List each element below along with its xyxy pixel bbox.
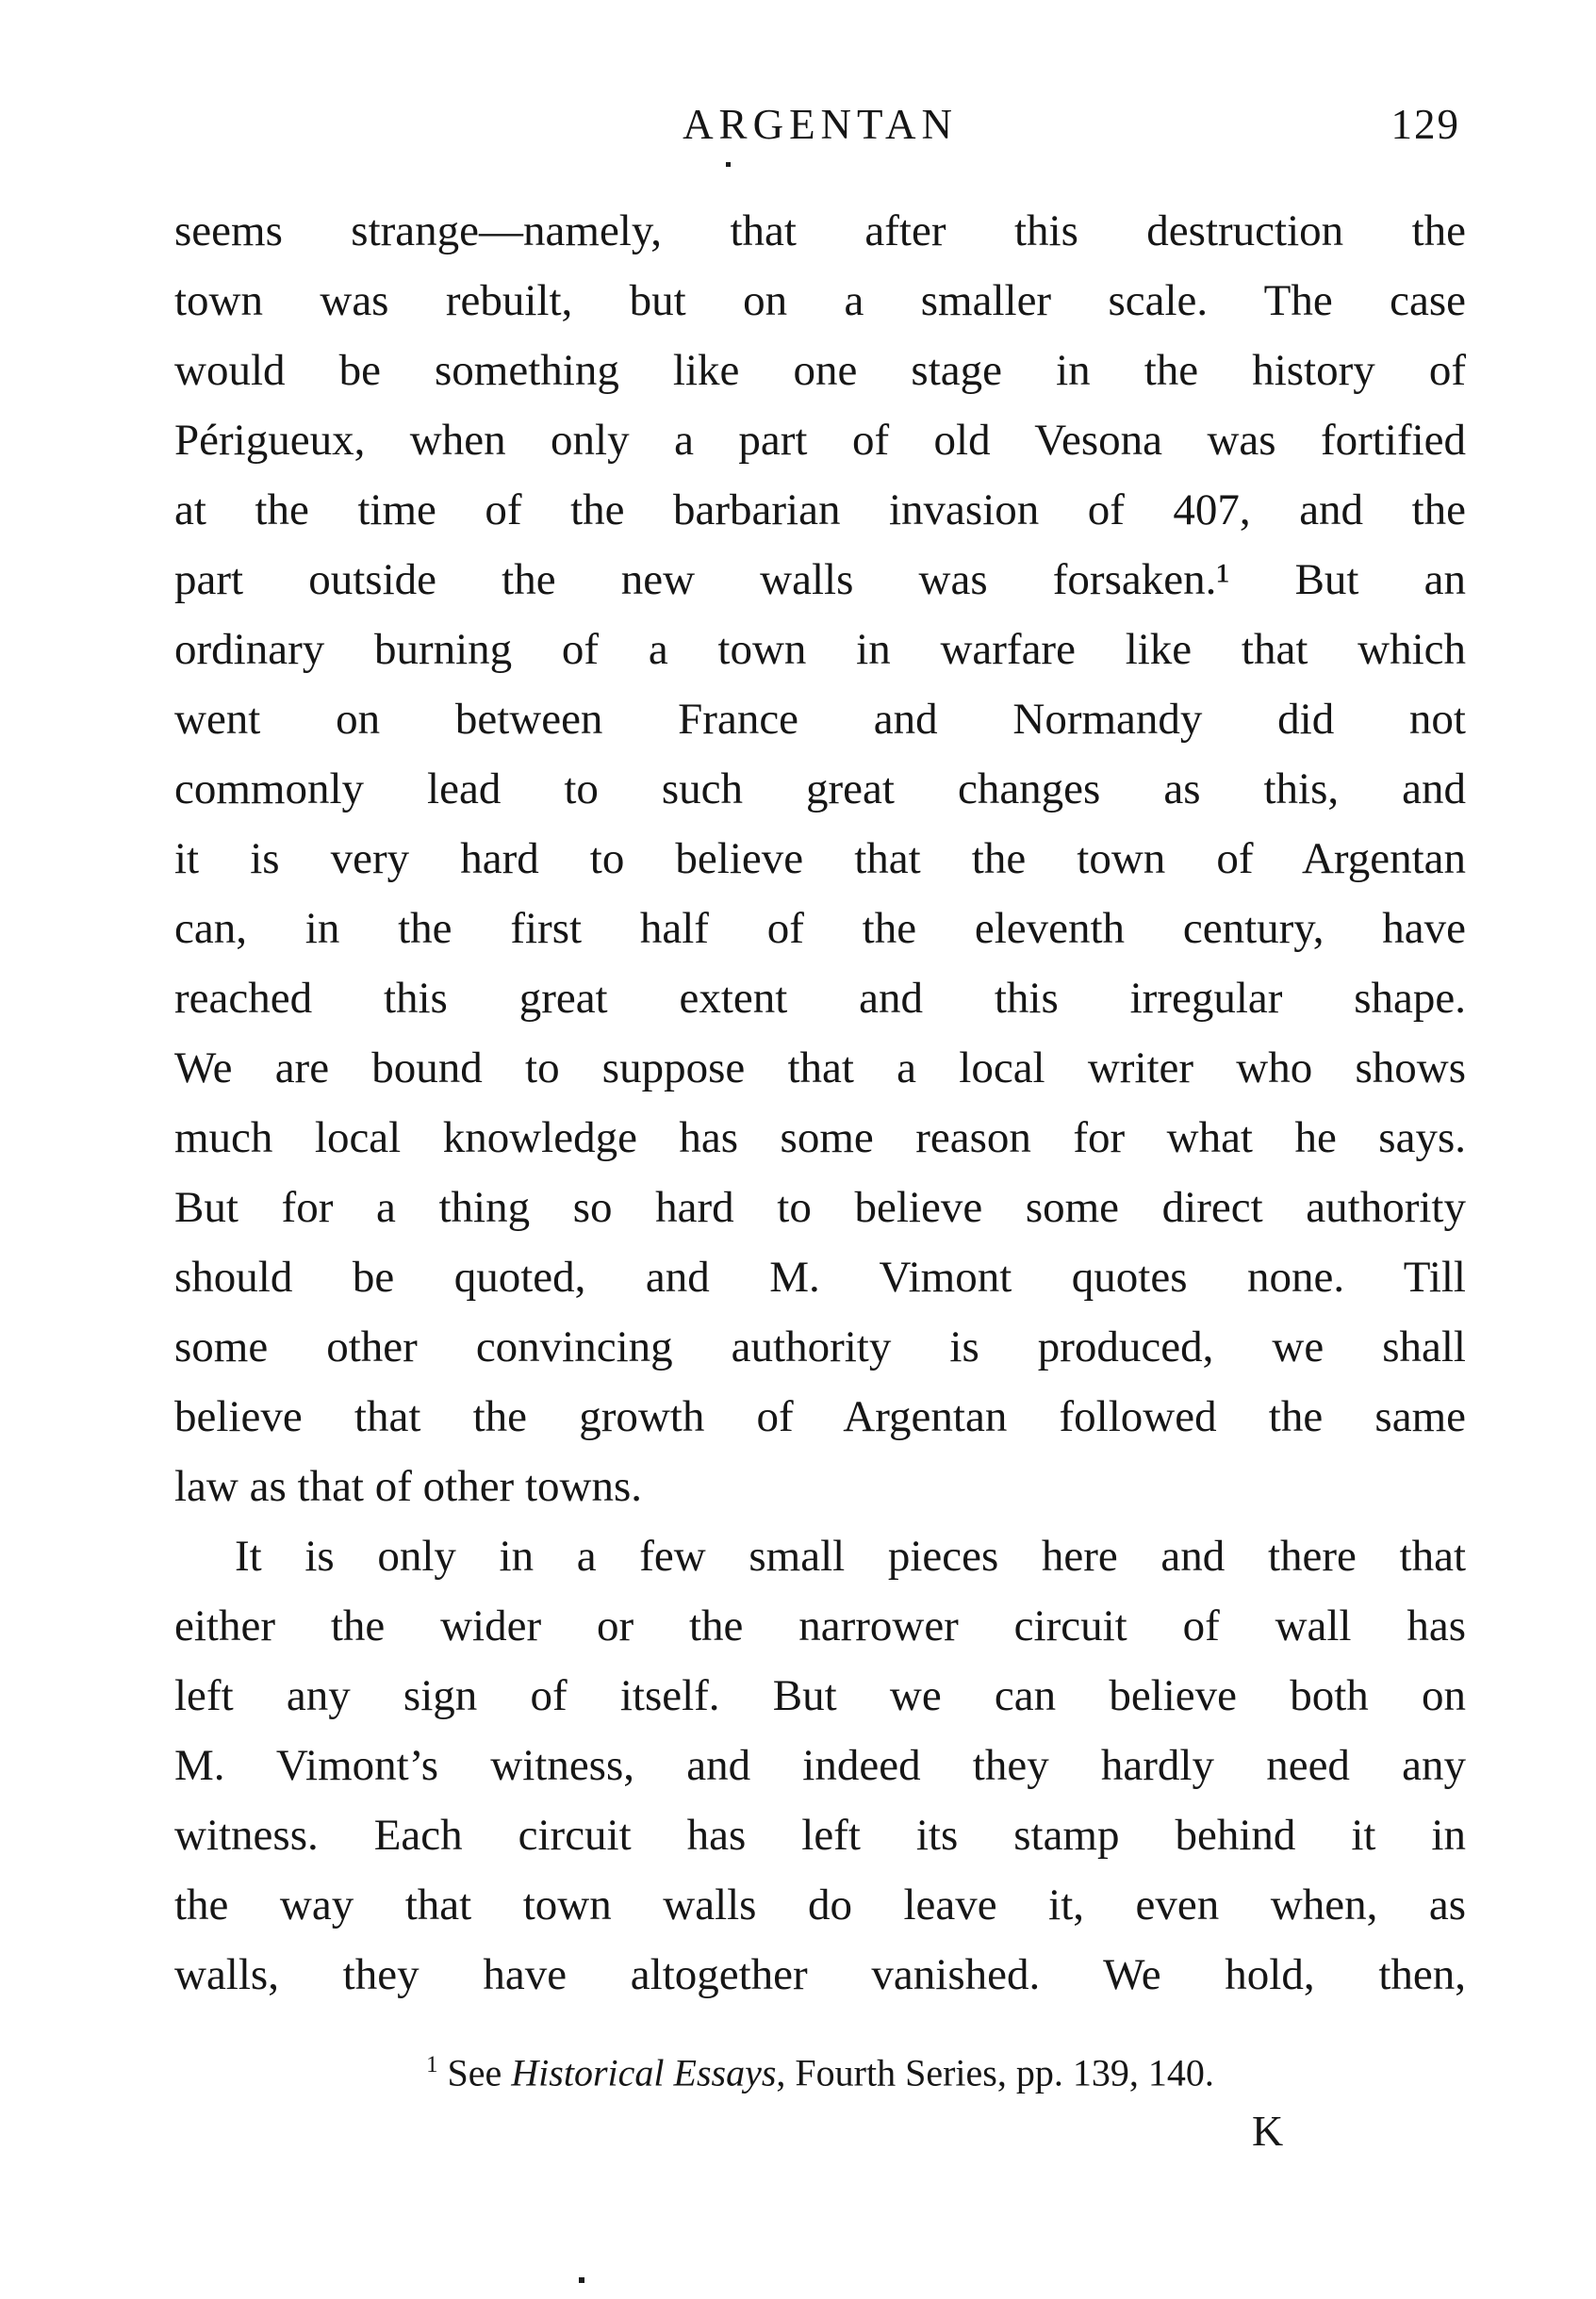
text-line: went on between France and Normandy did not — [174, 695, 1466, 744]
printer-signature-mark: K — [1252, 2107, 1285, 2155]
running-title: ARGENTAN — [683, 101, 958, 148]
text-line: much local knowledge has some reason for what he says. — [174, 1113, 1466, 1162]
text-line: either the wider or the narrower circuit of wall has — [174, 1601, 1466, 1650]
text-line: witness. Each circuit has left its stamp behind it in — [174, 1811, 1466, 1860]
text-line: the way that town walls do leave it, even when, as — [174, 1880, 1466, 1930]
text-line: commonly lead to such great changes as this, and — [174, 764, 1466, 813]
text-line: town was rebuilt, but on a smaller scale. The case — [174, 276, 1466, 325]
text-line: should be quoted, and M. Vimont quotes none. Till — [174, 1253, 1466, 1302]
text-line: at the time of the barbarian invasion of 407, and the — [174, 485, 1466, 534]
scan-speck-top — [726, 162, 731, 167]
text-line: But for a thing so hard to believe some direct authority — [174, 1183, 1466, 1232]
scan-speck-bottom — [579, 2277, 584, 2283]
footnote-text-after: , Fourth Series, pp. 139, 140. — [776, 2051, 1214, 2094]
text-line: It is only in a few small pieces here and there that — [235, 1532, 1466, 1581]
page-number: 129 — [1390, 101, 1460, 148]
page-header — [174, 100, 1466, 156]
text-line: some other convincing authority is produced, we shall — [174, 1322, 1466, 1371]
paragraph-1 — [174, 196, 1466, 1521]
text-line: ordinary burning of a town in warfare like that which — [174, 625, 1466, 674]
text-line: would be something like one stage in the history of — [174, 346, 1466, 395]
footnote-text-before: See — [447, 2051, 512, 2094]
text-line: believe that the growth of Argentan followed the same — [174, 1392, 1466, 1441]
text-line: walls, they have altogether vanished. We hold, then, — [174, 1950, 1466, 1999]
text-line: part outside the new walls was forsaken.¹ But an — [174, 555, 1466, 604]
text-line: can, in the first half of the eleventh century, have — [174, 904, 1466, 953]
text-line: Périgueux, when only a part of old Vesona was fortified — [174, 416, 1466, 465]
text-line: We are bound to suppose that a local writer who shows — [174, 1043, 1466, 1092]
text-line: seems strange—namely, that after this destruction the — [174, 206, 1466, 255]
footnote-marker: 1 — [426, 2052, 438, 2077]
text-line: left any sign of itself. But we can believe both on — [174, 1671, 1466, 1720]
footnote — [174, 2042, 1466, 2096]
text-line: M. Vimont’s witness, and indeed they hardly need any — [174, 1741, 1466, 1790]
footnote-work-title: Historical Essays — [511, 2051, 777, 2094]
paragraph-2 — [174, 1521, 1466, 2010]
text-line: reached this great extent and this irregular shape. — [174, 974, 1466, 1023]
text-line: law as that of other towns. — [174, 1462, 643, 1511]
text-line: it is very hard to believe that the town of Argentan — [174, 834, 1466, 883]
body-text — [174, 196, 1466, 2010]
